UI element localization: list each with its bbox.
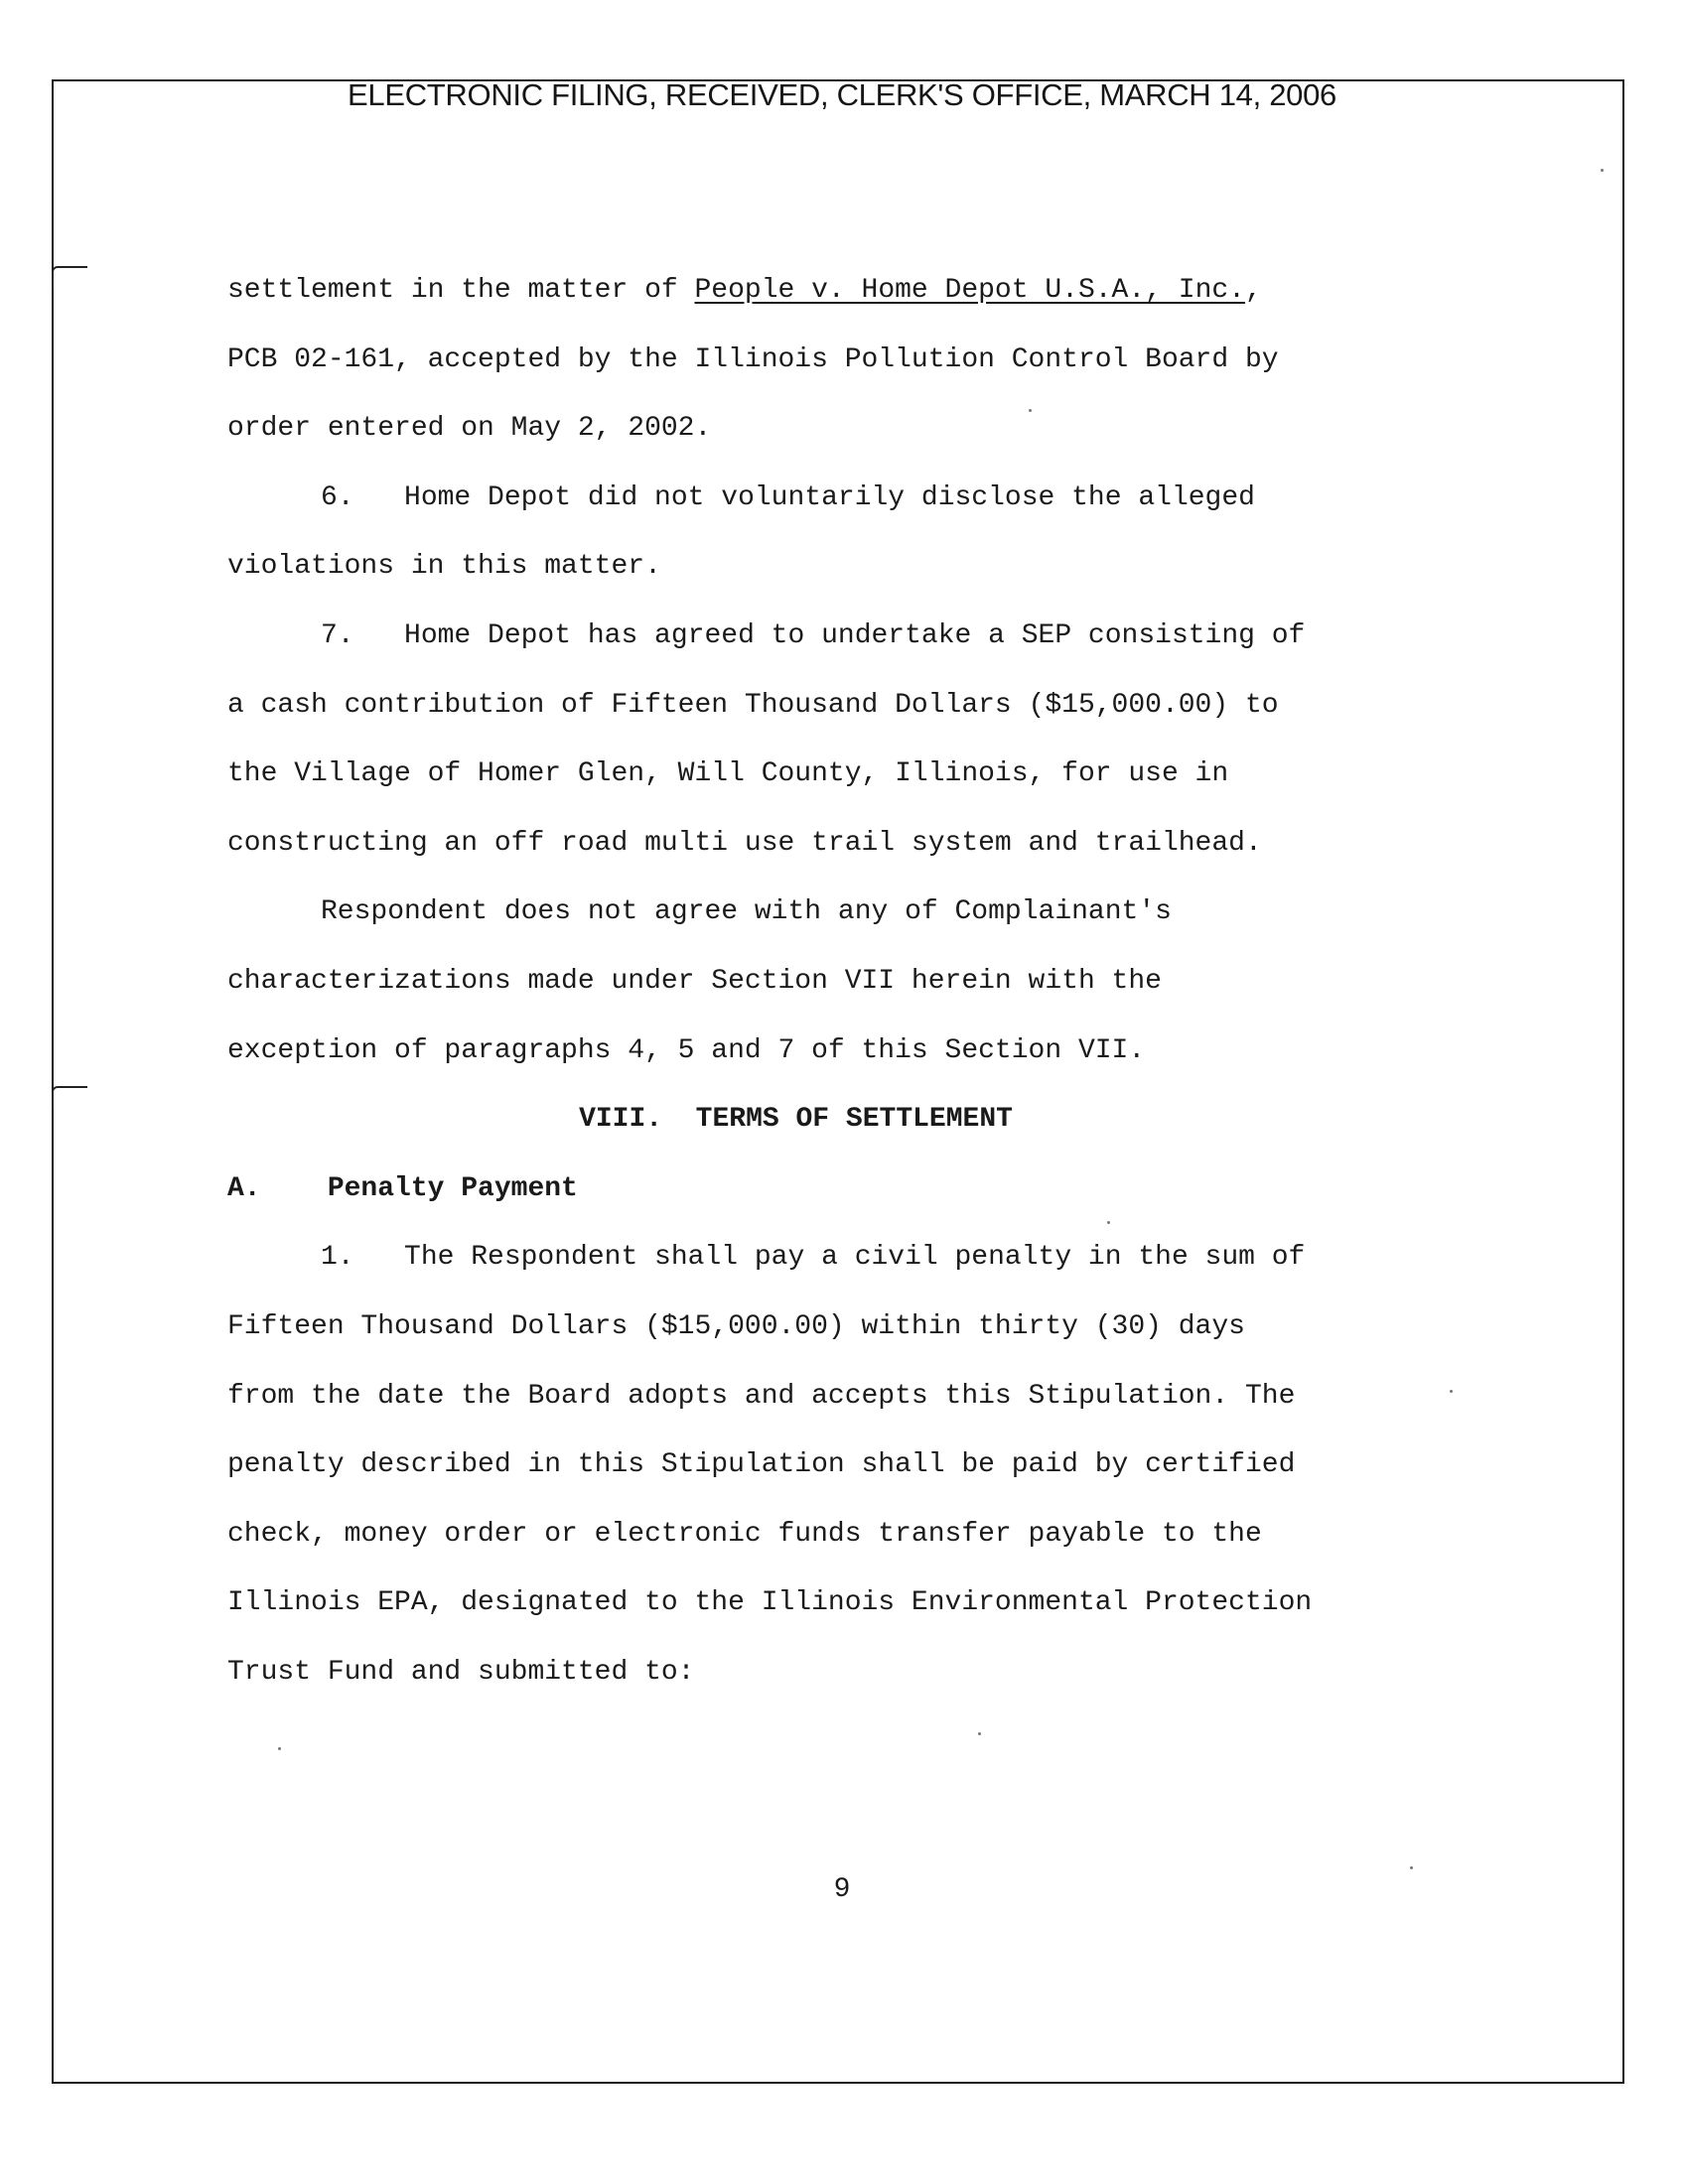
penalty-line: Illinois EPA, designated to the Illinois Environmental Protection xyxy=(227,1587,1313,1619)
paragraph-6-line: 6. Home Depot did not voluntarily disclose the alleged xyxy=(321,481,1255,513)
paragraph-line: order entered on May 2, 2002. xyxy=(227,413,712,445)
page-number: 9 xyxy=(833,1874,851,1905)
subsection-heading: A. Penalty Payment xyxy=(227,1172,578,1204)
scan-speck xyxy=(978,1732,981,1735)
penalty-line: from the date the Board adopts and accepts this Stipulation. The xyxy=(227,1380,1296,1412)
document-body xyxy=(227,256,1478,1706)
paragraph-6-line: violations in this matter. xyxy=(227,551,661,583)
penalty-line: check, money order or electronic funds transfer payable to the xyxy=(227,1518,1262,1550)
scan-speck xyxy=(1601,169,1604,172)
penalty-line: Fifteen Thousand Dollars ($15,000.00) within thirty (30) days xyxy=(227,1310,1245,1342)
paragraph-7-line: the Village of Homer Glen, Will County, Illinois, for use in xyxy=(227,758,1229,790)
respondent-line: Respondent does not agree with any of Complainant's xyxy=(321,896,1172,928)
paragraph-7-line: constructing an off road multi use trail system and trailhead. xyxy=(227,827,1262,859)
scan-speck xyxy=(1410,1866,1413,1869)
margin-bracket-lower xyxy=(52,1086,87,1110)
paragraph-text: , xyxy=(1244,275,1262,306)
penalty-line: Trust Fund and submitted to: xyxy=(227,1656,695,1688)
margin-bracket-upper xyxy=(52,266,87,290)
paragraph-line xyxy=(227,256,1478,326)
penalty-line: 1. The Respondent shall pay a civil penalty in the sum of xyxy=(321,1242,1306,1274)
electronic-filing-stamp: ELECTRONIC FILING, RECEIVED, CLERK'S OFFICE, MARCH 14, 2006 xyxy=(348,77,1336,112)
paragraph-7-line: 7. Home Depot has agreed to undertake a SEP consisting of xyxy=(321,619,1306,651)
respondent-line: characterizations made under Section VII herein with the xyxy=(227,965,1162,997)
penalty-line: penalty described in this Stipulation shall be paid by certified xyxy=(227,1449,1296,1481)
paragraph-line: PCB 02-161, accepted by the Illinois Pollution Control Board by xyxy=(227,343,1279,375)
case-citation: People v. Home Depot U.S.A., Inc. xyxy=(694,275,1245,306)
section-heading: VIII. TERMS OF SETTLEMENT xyxy=(579,1104,1013,1136)
paragraph-text: settlement in the matter of xyxy=(227,275,695,306)
respondent-line: exception of paragraphs 4, 5 and 7 of this Section VII. xyxy=(227,1034,1146,1066)
paragraph-7-line: a cash contribution of Fifteen Thousand Dollars ($15,000.00) to xyxy=(227,689,1279,721)
scan-speck xyxy=(278,1747,281,1750)
